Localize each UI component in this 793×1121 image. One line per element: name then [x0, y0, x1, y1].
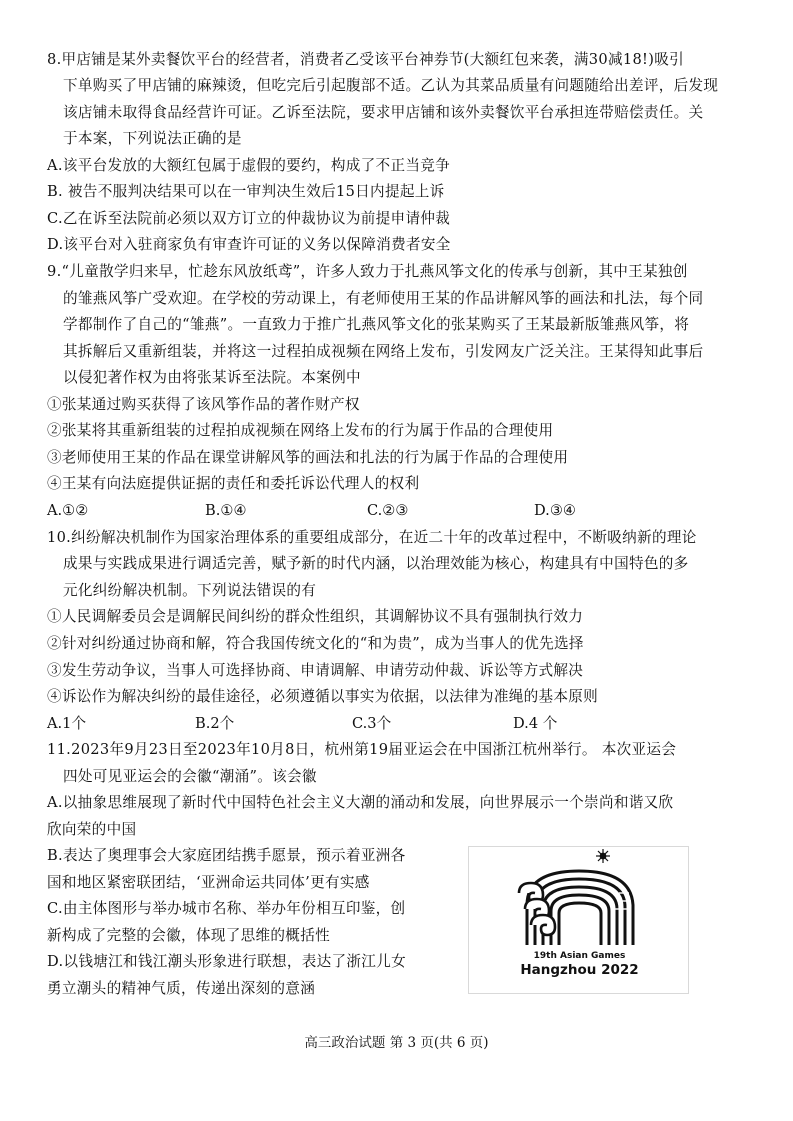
q11-option-a-line-2: 欣向荣的中国: [47, 821, 137, 838]
q9-stem-line-1: 9.“儿童散学归来早，忙趁东风放纸鸢”，许多人致力于扎燕风筝文化的传承与创新，其中王某独创: [47, 263, 688, 280]
q10-item-1: ①人民调解委员会是调解民间纠纷的群众性组织，其调解协议不具有强制执行效力: [47, 608, 584, 625]
q10-stem-line-3: 元化纠纷解决机制。下列说法错误的有: [63, 582, 317, 599]
q8-stem-line-4: 于本案，下列说法正确的是: [63, 130, 242, 147]
q9-stem-line-4: 其拆解后又重新组装，并将这一过程拍成视频在网络上发布，引发网友广泛关注。王某得知此事后: [63, 343, 704, 360]
q9-item-3: ③老师使用王某的作品在课堂讲解风筝的画法和扎法的行为属于作品的合理使用: [47, 449, 569, 466]
q10-item-2: ②针对纠纷通过协商和解，符合我国传统文化的“和为贵”，成为当事人的优先选择: [47, 635, 584, 652]
emblem-city-year: Hangzhou 2022: [520, 962, 639, 978]
q10-stem-line-1: 10.纠纷解决机制作为国家治理体系的重要组成部分，在近二十年的改革过程中，不断吸纳新的理论: [47, 529, 697, 546]
page-footer: 高三政治试题 第 3 页(共 6 页): [304, 1035, 489, 1051]
q11-option-b-line-2: 国和地区紧密联团结，‘亚洲命运共同体’更有实感: [47, 874, 370, 891]
q9-choice-b: B.①④: [205, 502, 247, 519]
q10-item-4: ④诉讼作为解决纠纷的最佳途径，必须遵循以事实为依据，以法律为准绳的基本原则: [47, 688, 599, 705]
asian-games-emblem-figure: [468, 846, 689, 994]
q9-item-1: ①张某通过购买获得了该风筝作品的著作财产权: [47, 396, 360, 413]
q11-option-c-line-2: 新构成了完整的会徽，体现了思维的概括性: [47, 927, 330, 944]
q8-stem-line-2: 下单购买了甲店铺的麻辣烫，但吃完后引起腹部不适。乙认为其菜品质量有问题随给出差评，后发现: [63, 77, 719, 94]
q11-option-a-line-1: A.以抽象思维展现了新时代中国特色社会主义大潮的涌动和发展，向世界展示一个崇尚和谐又欣: [47, 794, 674, 811]
q9-stem-line-2: 的雏燕风筝广受欢迎。在学校的劳动课上，有老师使用王某的作品讲解风筝的画法和扎法，每个同: [63, 290, 704, 307]
q9-choice-c: C.②③: [367, 502, 409, 519]
q8-stem-line-1: 8.甲店铺是某外卖餐饮平台的经营者，消费者乙受该平台神券节(大额红包来袭，满30减18!)吸引: [47, 51, 684, 68]
q9-choice-a: A.①②: [47, 502, 89, 519]
q9-item-4: ④王某有向法庭提供证据的责任和委托诉讼代理人的权利: [47, 475, 420, 492]
q8-option-a: A.该平台发放的大额红包属于虚假的要约，构成了不正当竞争: [47, 157, 451, 174]
q10-choice-c: C.3个: [352, 715, 392, 732]
q8-option-b: B. 被告不服判决结果可以在一审判决生效后15日内提起上诉: [47, 183, 445, 200]
q9-item-2: ②张某将其重新组装的过程拍成视频在网络上发布的行为属于作品的合理使用: [47, 422, 554, 439]
q11-option-d-line-1: D.以钱塘江和钱江潮头形象进行联想，表达了浙江儿女: [47, 953, 406, 970]
q10-choice-a: A.1个: [47, 715, 87, 732]
q10-item-3: ③发生劳动争议，当事人可选择协商、申请调解、申请劳动仲裁、诉讼等方式解决: [47, 662, 584, 679]
q10-choice-b: B.2个: [195, 715, 235, 732]
q10-choice-d: D.4 个: [513, 715, 558, 732]
q11-option-d-line-2: 勇立潮头的精神气质，传递出深刻的意涵: [47, 980, 316, 997]
q8-option-d: D.该平台对入驻商家负有审查许可证的义务以保障消费者安全: [47, 236, 451, 253]
q11-option-b-line-1: B.表达了奥理事会大家庭团结携手愿景，预示着亚洲各: [47, 847, 406, 864]
q9-stem-line-3: 学都制作了自己的“雏燕”。一直致力于推广扎燕风筝文化的张某购买了王某最新版雏燕风筝，将: [63, 316, 690, 333]
q11-stem-line-2: 四处可见亚运会的会徽“潮涌”。该会徽: [63, 768, 317, 785]
q10-stem-line-2: 成果与实践成果进行调适完善，赋予新的时代内涵，以治理效能为核心，构建具有中国特色的多: [63, 555, 689, 572]
emblem-event-name: 19th Asian Games: [533, 951, 626, 961]
q11-option-c-line-1: C.由主体图形与举办城市名称、举办年份相互印鉴，创: [47, 900, 406, 917]
q8-stem-line-3: 该店铺未取得食品经营许可证。乙诉至法院，要求甲店铺和该外卖餐饮平台承担连带赔偿责任。关: [63, 104, 704, 121]
q9-stem-line-5: 以侵犯著作权为由将张某诉至法院。本案例中: [63, 369, 361, 386]
sun-icon: [596, 849, 610, 863]
q9-choice-d: D.③④: [534, 502, 576, 519]
q11-stem-line-1: 11.2023年9月23日至2023年10月8日，杭州第19届亚运会在中国浙江杭州举行。 本次亚运会: [47, 741, 677, 758]
q8-option-c: C.乙在诉至法院前必须以双方订立的仲裁协议为前提申请仲裁: [47, 210, 451, 227]
